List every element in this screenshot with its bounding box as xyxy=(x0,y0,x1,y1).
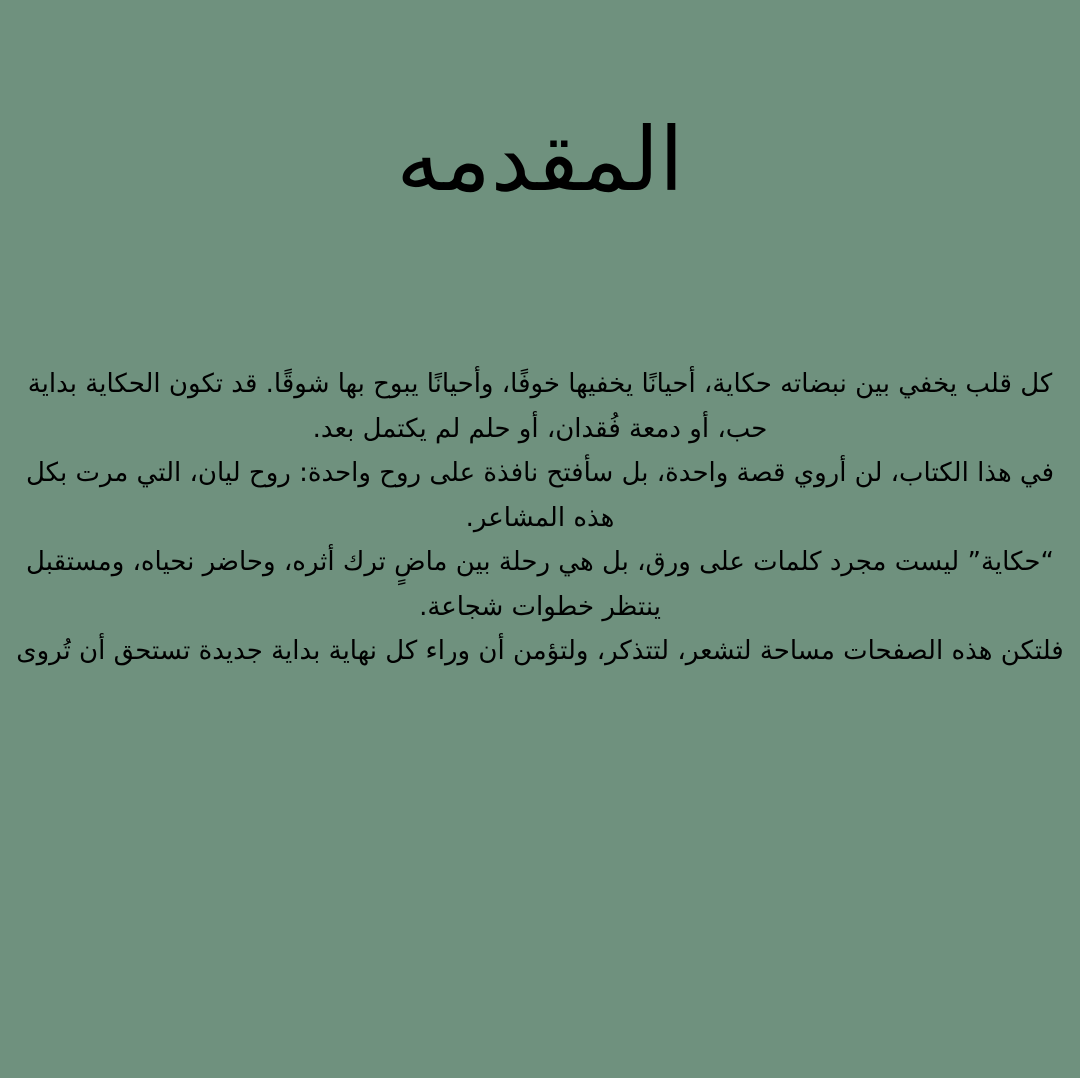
paragraph-2: في هذا الكتاب، لن أروي قصة واحدة، بل سأفتح نافذة على روح واحدة: روح ليان، التي مرت بكل هذه المشاعر. xyxy=(25,458,1055,533)
introduction-body xyxy=(14,362,1066,674)
paragraph-4: فلتكن هذه الصفحات مساحة لتشعر، لتتذكر، ولتؤمن أن وراء كل نهاية بداية جديدة تستحق أن تُروى xyxy=(16,636,1064,666)
paragraph-1: كل قلب يخفي بين نبضاته حكاية، أحيانًا يخفيها خوفًا، وأحيانًا يبوح بها شوقًا. قد تكون الحكاية بداية حب، أو دمعة فُقدان، أو حلم لم يكتمل بعد. xyxy=(27,369,1053,444)
page-title: المقدمه xyxy=(396,108,684,211)
paragraph-3: “حكاية” ليست مجرد كلمات على ورق، بل هي رحلة بين ماضٍ ترك أثره، وحاضر نحياه، ومستقبل ينتظر خطوات شجاعة. xyxy=(26,547,1054,622)
